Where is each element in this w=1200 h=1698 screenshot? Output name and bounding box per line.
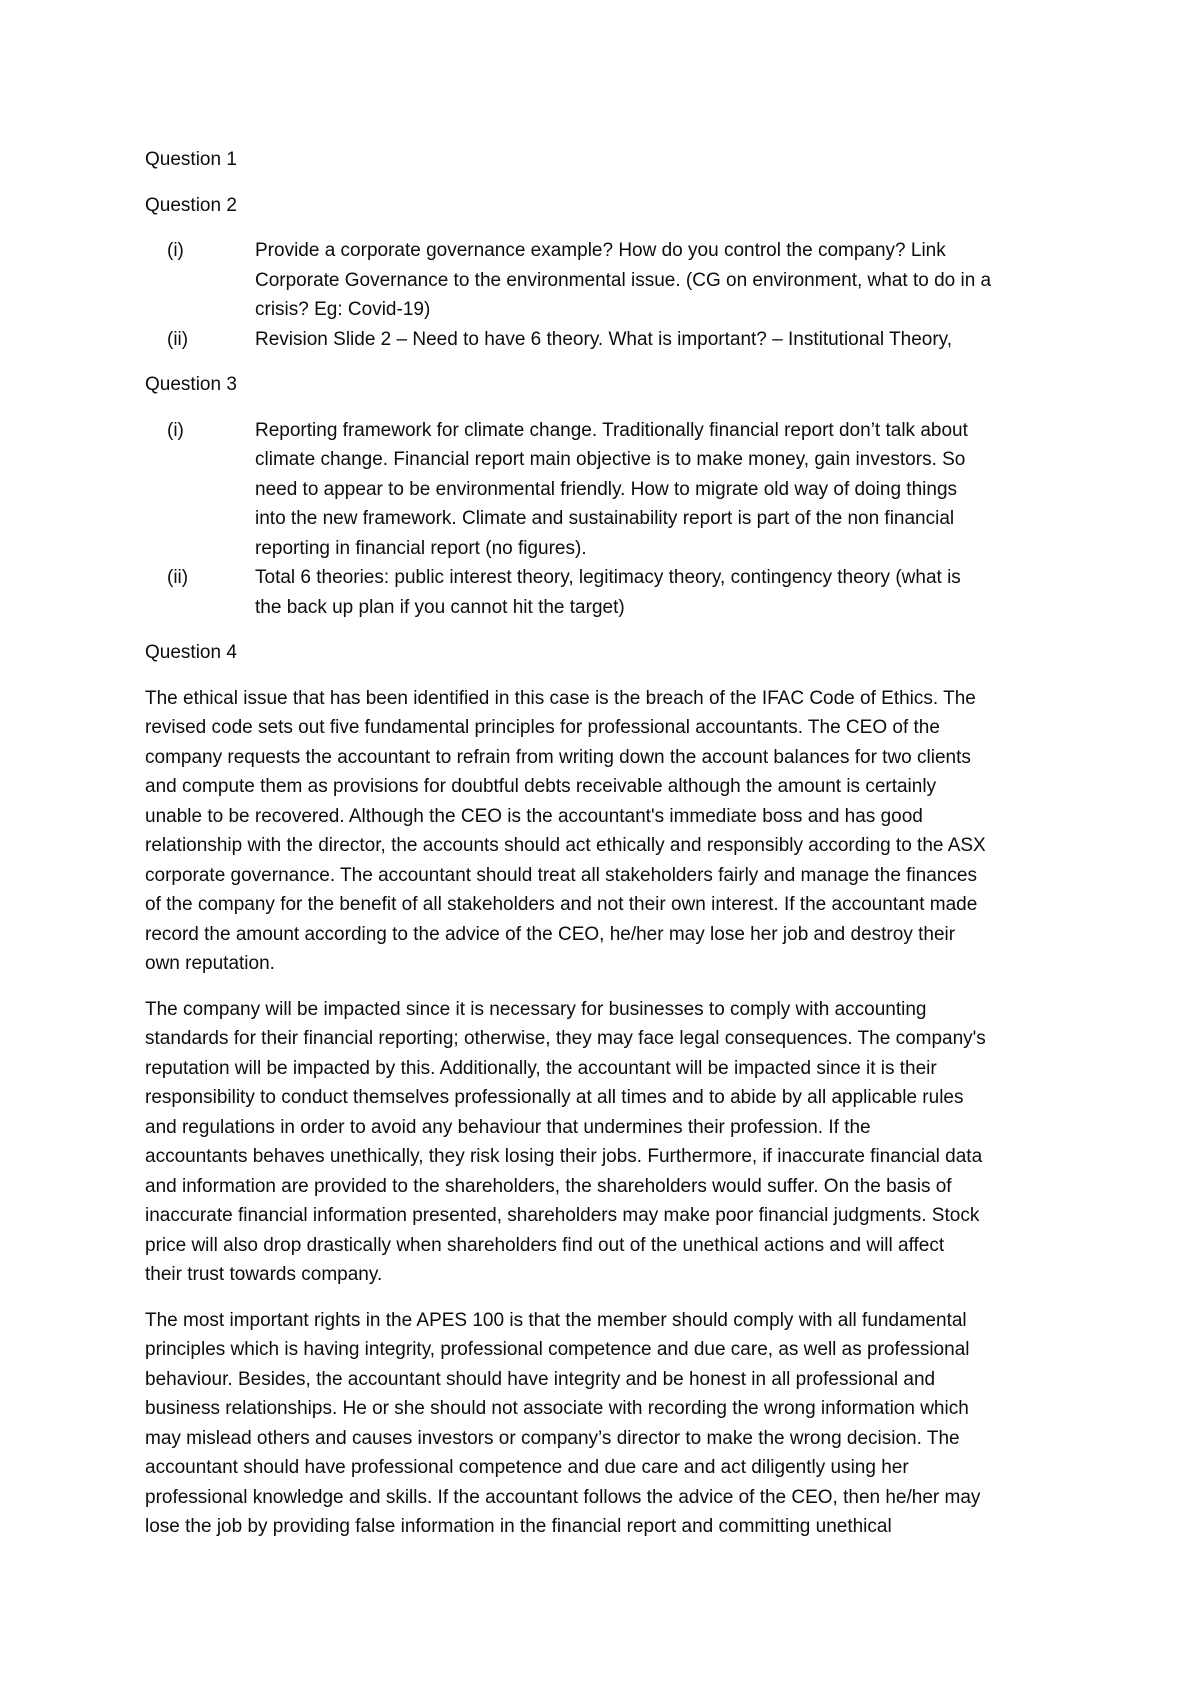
list-item-label: (i) [167, 240, 184, 261]
list-item-line: need to appear to be environmental friendly. How to migrate old way of doing things [255, 478, 958, 500]
paragraph-line: business relationships. He or she should not associate with recording the wrong information which [145, 1398, 969, 1419]
paragraph-line: own reputation. [145, 953, 275, 974]
paragraph [145, 684, 1140, 979]
question-3-section [145, 370, 1140, 400]
list-item-line: into the new framework. Climate and sustainability report is part of the non financial [255, 508, 955, 529]
paragraph-line: professional knowledge and skills. If the accountant follows the advice of the CEO, then he/her may [145, 1486, 981, 1508]
list-item-line: Corporate Governance to the environmental issue. (CG on environment, what to do in a [255, 269, 992, 291]
question-3-heading: Question 3 [145, 374, 237, 395]
paragraph-line: accountant should have professional competence and due care and act diligently using her [145, 1457, 909, 1478]
paragraph-line: and compute them as provisions for doubtful debts receivable although the amount is certainly [145, 776, 937, 797]
paragraph-line: and information are provided to the shareholders, the shareholders would suffer. On the basis of [145, 1175, 952, 1197]
paragraph-line: price will also drop drastically when shareholders find out of the unethical actions and will affect [145, 1234, 945, 1256]
list-item [145, 325, 1140, 355]
question-1-section [145, 145, 1140, 175]
document-body [145, 145, 1140, 1558]
paragraph-line: The most important rights in the APES 100 is that the member should comply with all fundamental [145, 1309, 967, 1331]
list-item [145, 416, 1140, 564]
paragraph-line: unable to be recovered. Although the CEO is the accountant's immediate boss and has good [145, 805, 923, 827]
paragraph-line: standards for their financial reporting; otherwise, they may face legal consequences. The company's [145, 1028, 986, 1049]
paragraph-line: and regulations in order to avoid any behaviour that undermines their profession. If the [145, 1116, 871, 1138]
paragraph-line: revised code sets out five fundamental principles for professional accountants. The CEO of the [145, 717, 940, 738]
question-4-section [145, 638, 1140, 668]
paragraph-line: record the amount according to the advice of the CEO, he/her may lose her job and destroy their [145, 923, 956, 945]
list-item-line: Revision Slide 2 – Need to have 6 theory. What is important? – Institutional Theory, [255, 328, 953, 350]
question-1-heading: Question 1 [145, 149, 237, 170]
paragraph-line: The company will be impacted since it is necessary for businesses to comply with accounting [145, 998, 927, 1020]
question-3-list [145, 416, 1140, 623]
paragraph-line: lose the job by providing false information in the financial report and committing unethical [145, 1516, 892, 1537]
paragraph-line: responsibility to conduct themselves professionally at all times and to abide by all applicable rules [145, 1087, 964, 1108]
list-item [145, 563, 1140, 622]
paragraph-line: principles which is having integrity, professional competence and due care, as well as professional [145, 1339, 970, 1360]
list-item-line: Provide a corporate governance example? How do you control the company? Link [255, 240, 946, 261]
list-item-line: Reporting framework for climate change. Traditionally financial report don’t talk about [255, 419, 968, 441]
paragraph [145, 1306, 1140, 1542]
list-item-line: Total 6 theories: public interest theory, legitimacy theory, contingency theory (what is [255, 567, 961, 588]
question-2-heading: Question 2 [145, 194, 237, 216]
paragraph-line: reputation will be impacted by this. Additionally, the accountant will be impacted since it is their [145, 1057, 937, 1079]
paragraph-line: of the company for the benefit of all stakeholders and not their own interest. If the accountant made [145, 894, 978, 915]
list-item-label: (ii) [167, 567, 189, 588]
list-item-line: climate change. Financial report main objective is to make money, gain investors. So [255, 449, 966, 470]
question-4-heading: Question 4 [145, 642, 237, 663]
paragraph-line: behaviour. Besides, the accountant should have integrity and be honest in all professional and [145, 1368, 936, 1390]
paragraph-line: The ethical issue that has been identified in this case is the breach of the IFAC Code of Ethics. The [145, 687, 976, 709]
paragraph-line: company requests the accountant to refrain from writing down the account balances for two clients [145, 746, 971, 768]
question-2-section [145, 191, 1140, 221]
paragraph [145, 995, 1140, 1290]
list-item-line: the back up plan if you cannot hit the target) [255, 596, 625, 618]
paragraph-line: accountants behaves unethically, they risk losing their jobs. Furthermore, if inaccurate financial data [145, 1146, 983, 1167]
question-2-list [145, 236, 1140, 354]
list-item [145, 236, 1140, 325]
list-item-line: crisis? Eg: Covid-19) [255, 299, 431, 320]
list-item-line: reporting in financial report (no figures). [255, 537, 587, 559]
paragraph-line: their trust towards company. [145, 1264, 383, 1285]
paragraph-line: corporate governance. The accountant should treat all stakeholders fairly and manage the finances [145, 864, 977, 886]
paragraph-line: inaccurate financial information presented, shareholders may make poor financial judgments. Stock [145, 1205, 980, 1226]
list-item-label: (ii) [167, 328, 189, 350]
list-item-label: (i) [167, 419, 184, 441]
paragraph-line: may mislead others and causes investors or company’s director to make the wrong decision. The [145, 1427, 960, 1449]
paragraph-line: relationship with the director, the accounts should act ethically and responsibly according to the ASX [145, 835, 986, 856]
